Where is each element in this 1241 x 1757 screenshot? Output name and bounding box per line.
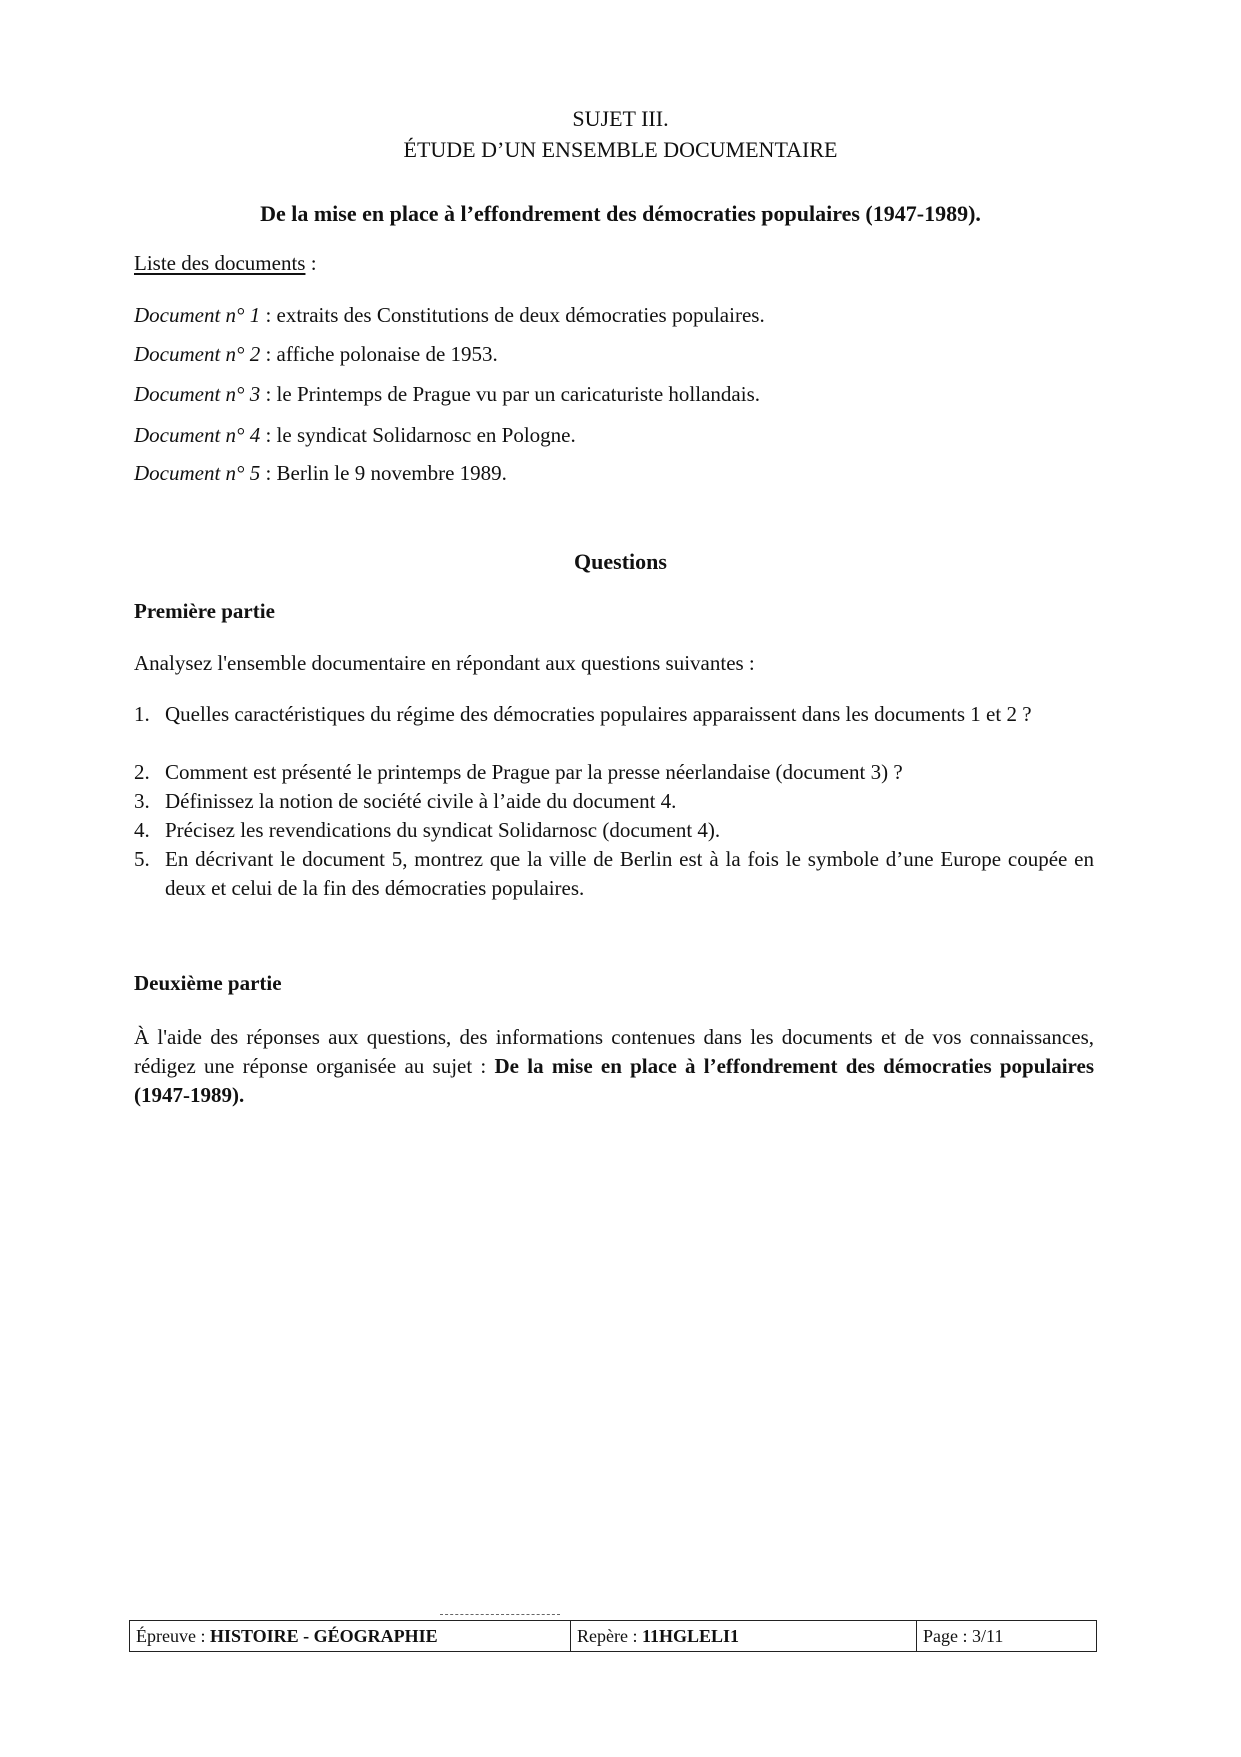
subject-number: SUJET III. — [572, 106, 669, 131]
question-item — [134, 700, 1094, 729]
page-title: De la mise en place à l’effondrement des démocraties populaires (1947-1989). — [260, 201, 981, 226]
question-text: Définissez la notion de société civile à l’aide du document 4. — [165, 789, 677, 813]
footer-epreuve — [130, 1621, 570, 1651]
footer-divider — [440, 1614, 560, 1615]
document-item — [134, 461, 507, 486]
document-item — [134, 382, 760, 407]
document-label: Document n° 2 — [134, 342, 261, 366]
documents-heading-suffix: : — [305, 251, 317, 275]
question-text: Comment est présenté le printemps de Prague par la presse néerlandaise (document 3) ? — [165, 760, 903, 784]
question-item — [134, 787, 1094, 816]
document-item — [134, 423, 576, 448]
footer-repere-value: 11HGLELI1 — [641, 1626, 739, 1646]
question-number: 1. — [134, 702, 150, 726]
document-text: : le syndicat Solidarnosc en Pologne. — [260, 423, 576, 447]
question-number: 3. — [134, 789, 150, 813]
document-text: : affiche polonaise de 1953. — [260, 342, 498, 366]
document-item — [134, 342, 498, 367]
document-label: Document n° 3 — [134, 382, 261, 406]
part2-heading: Deuxième partie — [134, 971, 282, 995]
document-item — [134, 303, 765, 328]
footer-page: Page : 3/11 — [916, 1621, 1096, 1651]
question-number: 2. — [134, 760, 150, 784]
footer-table — [129, 1620, 1097, 1652]
question-text: Précisez les revendications du syndicat Solidarnosc (document 4). — [165, 818, 721, 842]
document-text: : extraits des Constitutions de deux démocraties populaires. — [260, 303, 765, 327]
documents-heading: Liste des documents — [134, 251, 306, 275]
documents-heading-line — [134, 251, 317, 276]
footer-repere-label: Repère : — [577, 1626, 642, 1646]
question-item — [134, 758, 1094, 787]
question-number: 5. — [134, 847, 150, 871]
footer-epreuve-value: HISTOIRE - GÉOGRAPHIE — [209, 1626, 438, 1646]
document-label: Document n° 5 — [134, 461, 261, 485]
question-text: En décrivant le document 5, montrez que la ville de Berlin est à la fois le symbole d’une Europe coupée en deux et celui de la fin des démocraties populaires. — [165, 847, 1094, 900]
questions-heading: Questions — [574, 549, 667, 574]
footer-epreuve-label: Épreuve : — [136, 1626, 210, 1646]
document-label: Document n° 1 — [134, 303, 261, 327]
document-text: : le Printemps de Prague vu par un caricaturiste hollandais. — [260, 382, 760, 406]
part2-subject: De la mise en place à l’effondrement des démocraties populaires (1947-1989). — [134, 1054, 1094, 1107]
part2-instructions: À l'aide des réponses aux questions, des informations contenues dans les documents et de vos connaissances, rédigez une réponse organisée au sujet : — [134, 1025, 1094, 1078]
document-label: Document n° 4 — [134, 423, 261, 447]
footer-repere — [570, 1621, 916, 1651]
part1-intro: Analysez l'ensemble documentaire en répondant aux questions suivantes : — [134, 651, 755, 675]
question-item — [134, 816, 1094, 845]
part2-text — [134, 1023, 1094, 1110]
question-number: 4. — [134, 818, 150, 842]
question-text: Quelles caractéristiques du régime des démocraties populaires apparaissent dans les documents 1 et 2 ? — [165, 702, 1032, 726]
subject-subtitle: ÉTUDE D’UN ENSEMBLE DOCUMENTAIRE — [403, 137, 838, 162]
document-text: : Berlin le 9 novembre 1989. — [260, 461, 507, 485]
question-item — [134, 845, 1094, 903]
part1-heading: Première partie — [134, 599, 275, 623]
